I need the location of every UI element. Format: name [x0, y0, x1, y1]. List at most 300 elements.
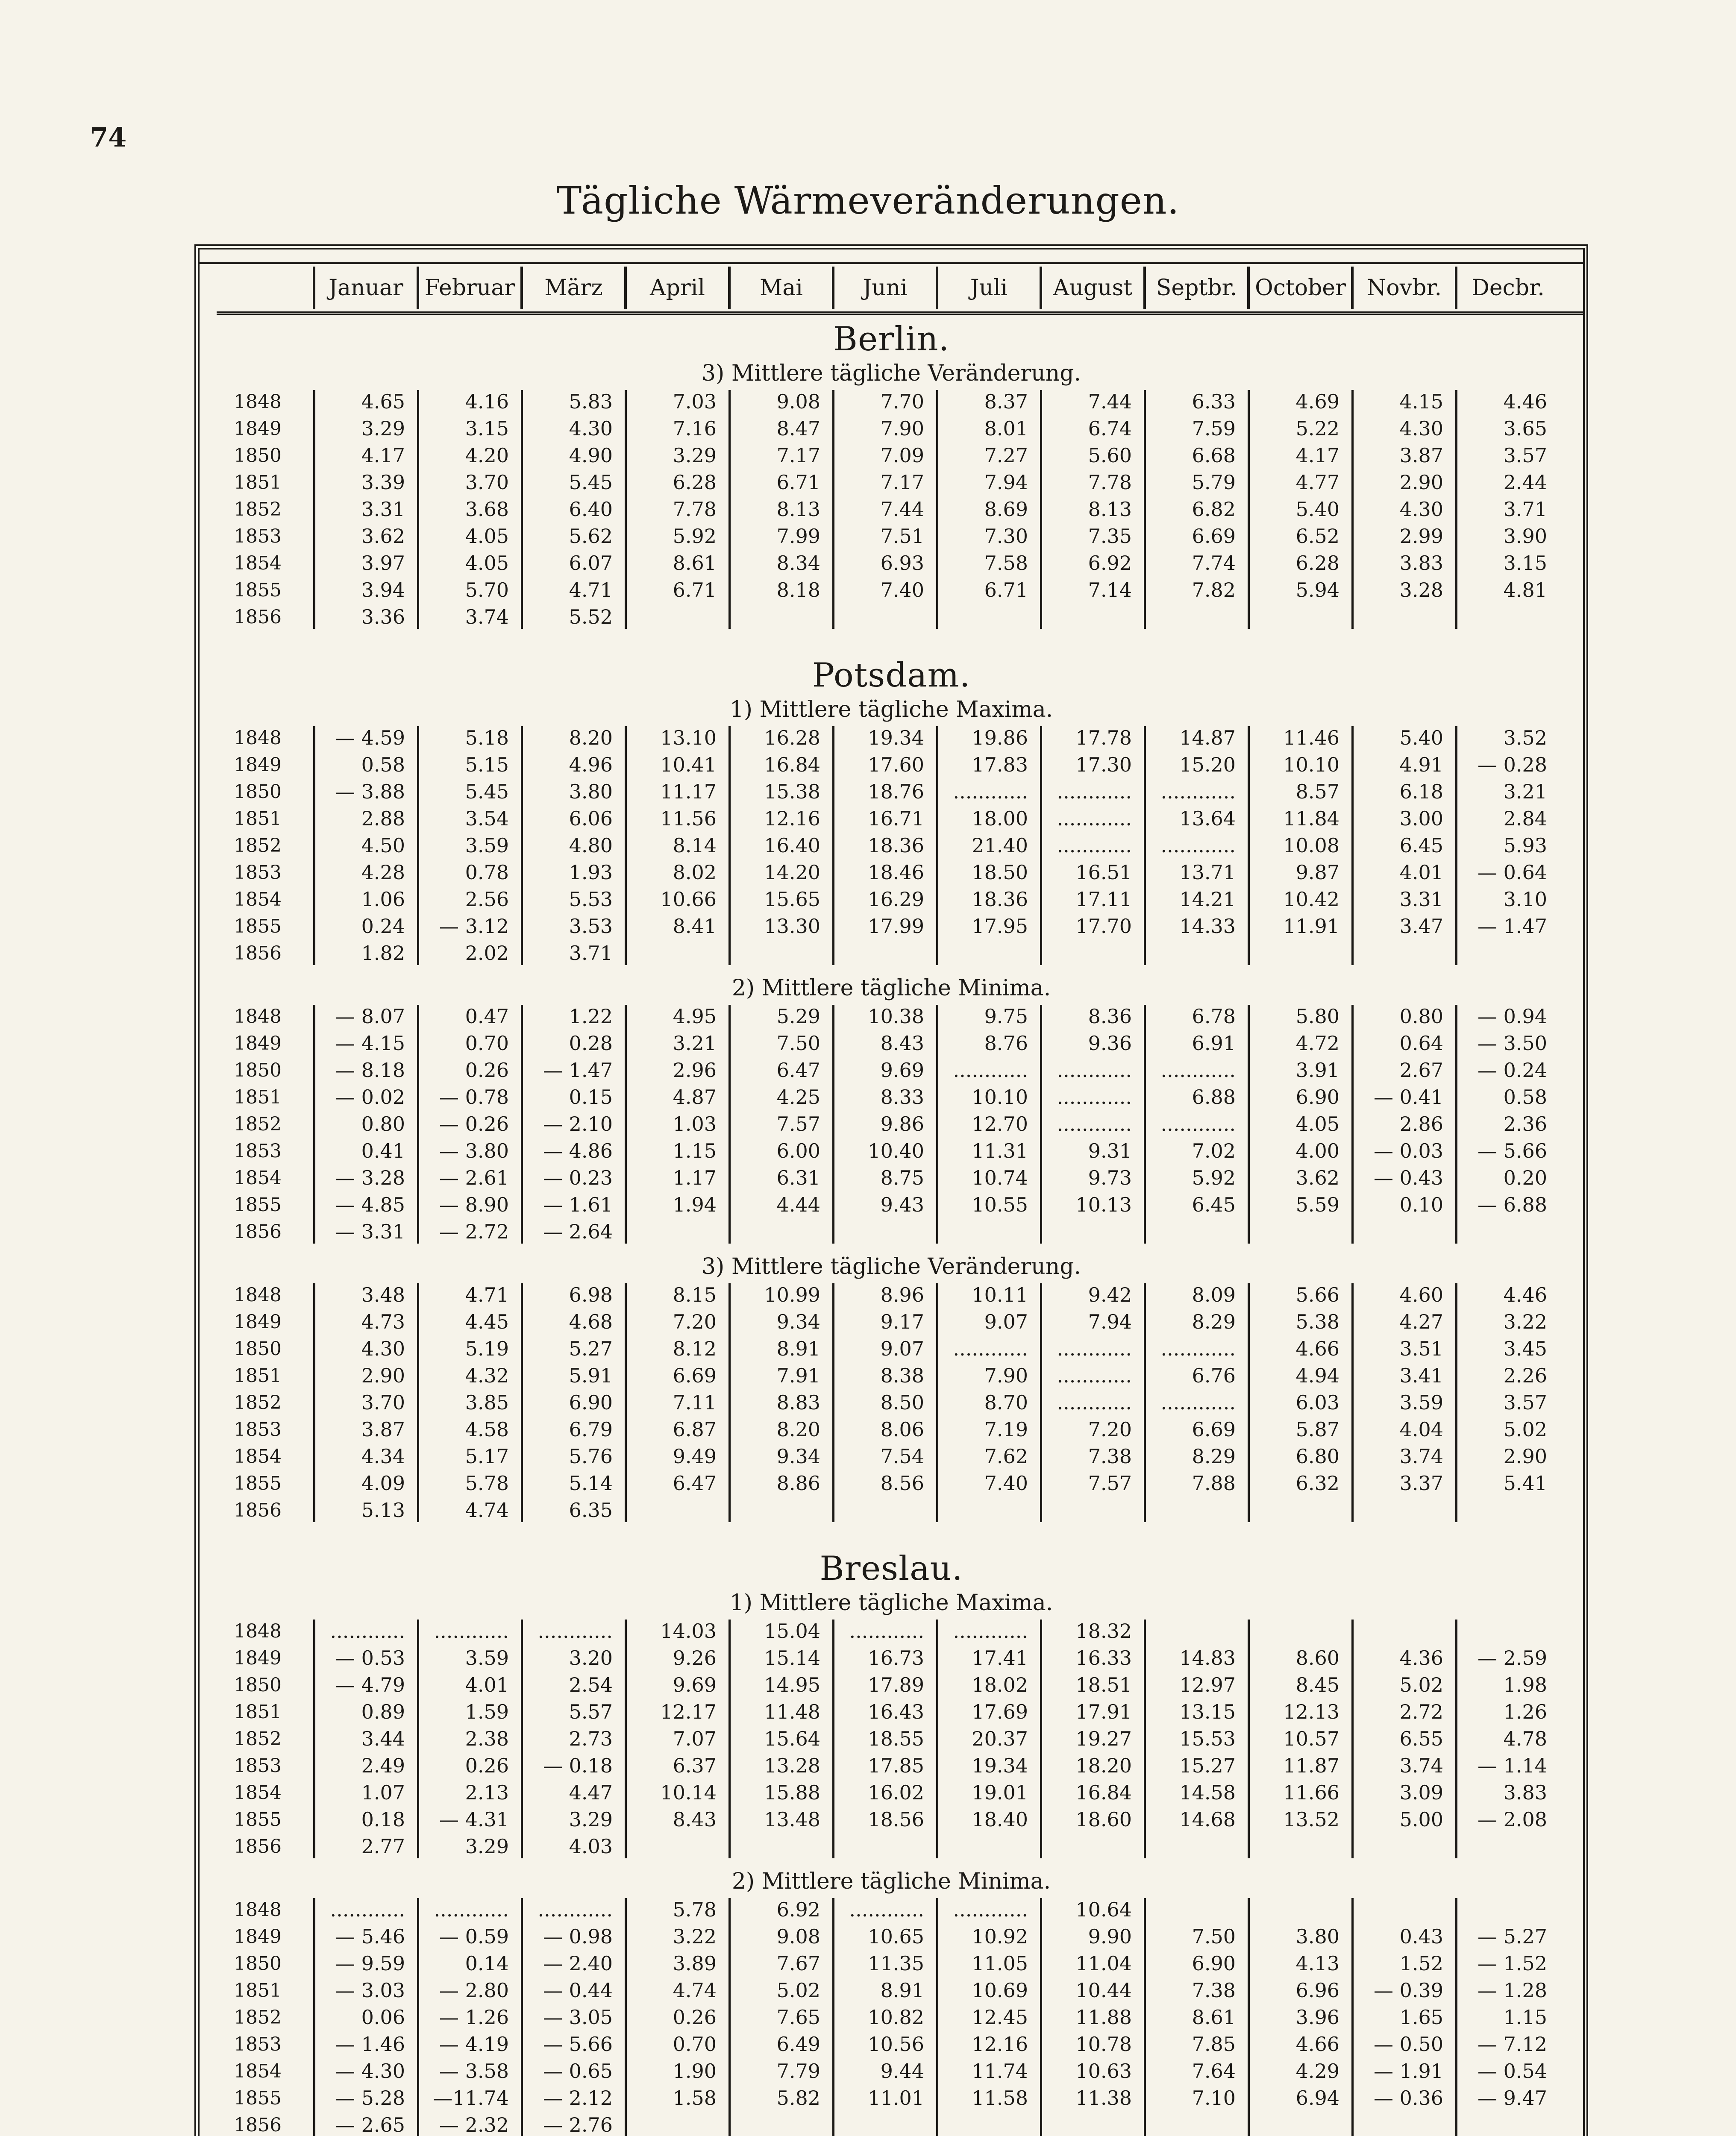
- city-heading: Berlin.: [833, 320, 950, 358]
- value-cell: 18.36: [868, 834, 924, 857]
- value-cell: 4.96: [569, 753, 613, 776]
- value-cell: 7.27: [984, 444, 1028, 467]
- value-cell: — 4.86: [543, 1139, 613, 1162]
- value-cell: ............: [538, 1620, 613, 1643]
- value-cell: 4.66: [1295, 2033, 1339, 2056]
- value-cell: 1.15: [1503, 2006, 1547, 2029]
- value-cell: 13.15: [1179, 1700, 1236, 1723]
- column-rule: [1144, 1620, 1146, 1858]
- table-row: [200, 496, 1583, 523]
- value-cell: 3.51: [1399, 1337, 1443, 1360]
- value-cell: 11.88: [1075, 2006, 1132, 2029]
- value-cell: 18.40: [972, 1808, 1028, 1831]
- value-cell: ............: [1057, 1391, 1132, 1414]
- table-row: [200, 1030, 1583, 1057]
- value-cell: 7.44: [880, 498, 924, 521]
- value-cell: 7.54: [880, 1445, 924, 1468]
- value-cell: 7.20: [673, 1310, 717, 1333]
- value-cell: 11.38: [1075, 2086, 1132, 2110]
- value-cell: 1.94: [673, 1193, 717, 1216]
- value-cell: 11.56: [660, 807, 717, 830]
- value-cell: 16.29: [868, 888, 924, 911]
- table-row: [200, 1282, 1583, 1309]
- year-label: 1855: [234, 1809, 282, 1831]
- value-cell: 0.26: [673, 2006, 717, 2029]
- value-cell: 1.15: [673, 1139, 717, 1162]
- value-cell: — 2.08: [1477, 1808, 1547, 1831]
- value-cell: ............: [1057, 1337, 1132, 1360]
- value-cell: 10.41: [660, 753, 717, 776]
- value-cell: 6.49: [776, 2033, 820, 2056]
- table-subtitle: 2) Mittlere tägliche Minima.: [731, 1869, 1051, 1894]
- value-cell: — 3.50: [1477, 1032, 1547, 1055]
- value-cell: 4.46: [1503, 390, 1547, 413]
- value-cell: 8.56: [880, 1472, 924, 1495]
- value-cell: — 0.64: [1477, 861, 1547, 884]
- value-cell: — 5.66: [1477, 1139, 1547, 1162]
- value-cell: — 0.24: [1477, 1059, 1547, 1082]
- value-cell: 7.85: [1192, 2033, 1236, 2056]
- value-cell: 12.16: [972, 2033, 1028, 2056]
- value-cell: 4.77: [1295, 471, 1339, 494]
- value-cell: 0.89: [361, 1700, 405, 1723]
- value-cell: 8.29: [1192, 1310, 1236, 1333]
- column-rule: [1144, 1283, 1146, 1522]
- value-cell: — 3.80: [439, 1139, 509, 1162]
- value-cell: — 0.36: [1373, 2086, 1443, 2110]
- value-cell: 18.56: [868, 1808, 924, 1831]
- column-rule: [936, 726, 938, 965]
- value-cell: — 0.54: [1477, 2060, 1547, 2083]
- table-row: [200, 1470, 1583, 1497]
- value-cell: ............: [330, 1898, 405, 1921]
- value-cell: 6.69: [673, 1364, 717, 1387]
- value-cell: 5.52: [569, 605, 613, 628]
- value-cell: 0.80: [1399, 1005, 1443, 1028]
- value-cell: 10.10: [1283, 753, 1339, 776]
- table-row: [200, 1672, 1583, 1699]
- value-cell: 8.13: [776, 498, 820, 521]
- table-row: [200, 523, 1583, 550]
- value-cell: 0.20: [1503, 1166, 1547, 1189]
- value-cell: ............: [330, 1620, 405, 1643]
- year-label: 1849: [234, 418, 282, 440]
- value-cell: 7.88: [1192, 1472, 1236, 1495]
- table-row: [200, 1309, 1583, 1335]
- value-cell: 6.82: [1192, 498, 1236, 521]
- column-rule: [1144, 390, 1146, 629]
- value-cell: 5.82: [776, 2086, 820, 2110]
- column-rule: [417, 726, 419, 965]
- table-row: [200, 1084, 1583, 1111]
- value-cell: 8.34: [776, 552, 820, 575]
- table-row: [200, 1645, 1583, 1672]
- value-cell: 5.00: [1399, 1808, 1443, 1831]
- value-cell: 4.15: [1399, 390, 1443, 413]
- value-cell: 3.45: [1503, 1337, 1547, 1360]
- table-subtitle: 2) Mittlere tägliche Minima.: [731, 975, 1051, 1001]
- value-cell: 4.87: [673, 1086, 717, 1109]
- value-cell: 9.73: [1088, 1166, 1132, 1189]
- value-cell: ............: [434, 1620, 509, 1643]
- value-cell: 4.46: [1503, 1283, 1547, 1306]
- value-cell: 5.14: [569, 1472, 613, 1495]
- value-cell: 12.17: [660, 1700, 717, 1723]
- table-row: [200, 1443, 1583, 1470]
- column-rule: [936, 390, 938, 629]
- value-cell: 15.88: [764, 1781, 820, 1804]
- table-subtitle: 3) Mittlere tägliche Veränderung.: [701, 1254, 1081, 1279]
- value-cell: 3.85: [465, 1391, 509, 1414]
- value-cell: 4.16: [465, 390, 509, 413]
- value-cell: 4.66: [1295, 1337, 1339, 1360]
- column-rule: [832, 1283, 834, 1522]
- value-cell: 11.46: [1283, 726, 1339, 749]
- value-cell: 7.07: [673, 1727, 717, 1750]
- table-row: [200, 2058, 1583, 2085]
- value-cell: 17.30: [1075, 753, 1132, 776]
- value-cell: 8.43: [673, 1808, 717, 1831]
- value-cell: 0.24: [361, 915, 405, 938]
- value-cell: 8.70: [984, 1391, 1028, 1414]
- value-cell: 6.90: [1295, 1086, 1339, 1109]
- value-cell: 8.57: [1295, 780, 1339, 803]
- value-cell: — 1.47: [543, 1059, 613, 1082]
- year-label: 1852: [234, 1728, 282, 1750]
- value-cell: 10.08: [1283, 834, 1339, 857]
- column-rule: [936, 1005, 938, 1244]
- column-divider: [1143, 267, 1146, 309]
- value-cell: 7.16: [673, 417, 717, 440]
- value-cell: 6.68: [1192, 444, 1236, 467]
- value-cell: 8.96: [880, 1283, 924, 1306]
- table-row: [200, 1618, 1583, 1645]
- column-rule: [521, 1620, 523, 1858]
- value-cell: 1.93: [569, 861, 613, 884]
- value-cell: 0.70: [673, 2033, 717, 2056]
- value-cell: 3.10: [1503, 888, 1547, 911]
- value-cell: 6.47: [673, 1472, 717, 1495]
- value-cell: 7.51: [880, 525, 924, 548]
- value-cell: 2.02: [465, 942, 509, 965]
- value-cell: 2.99: [1399, 525, 1443, 548]
- column-rule: [1144, 1898, 1146, 2136]
- value-cell: 6.90: [569, 1391, 613, 1414]
- column-header: März: [544, 275, 603, 301]
- year-label: 1853: [234, 862, 282, 883]
- column-rule: [313, 390, 315, 629]
- value-cell: 10.63: [1075, 2060, 1132, 2083]
- value-cell: 0.15: [569, 1086, 613, 1109]
- value-cell: 8.12: [673, 1337, 717, 1360]
- value-cell: 7.38: [1192, 1979, 1236, 2002]
- year-label: 1848: [234, 1899, 282, 1921]
- value-cell: 1.65: [1399, 2006, 1443, 2029]
- column-rule: [728, 1283, 731, 1522]
- value-cell: 6.45: [1399, 834, 1443, 857]
- value-cell: 8.15: [673, 1283, 717, 1306]
- table-row: [200, 415, 1583, 442]
- value-cell: 3.59: [465, 1646, 509, 1669]
- year-label: 1848: [234, 1006, 282, 1027]
- year-label: 1848: [234, 727, 282, 749]
- value-cell: 18.36: [972, 888, 1028, 911]
- column-divider: [624, 267, 627, 309]
- value-cell: — 0.59: [439, 1925, 509, 1948]
- column-rule: [832, 726, 834, 965]
- value-cell: 6.76: [1192, 1364, 1236, 1387]
- value-cell: 0.64: [1399, 1032, 1443, 1055]
- value-cell: — 2.65: [335, 2113, 405, 2136]
- column-rule: [832, 1005, 834, 1244]
- value-cell: 0.26: [465, 1754, 509, 1777]
- value-cell: 3.41: [1399, 1364, 1443, 1387]
- value-cell: 13.64: [1179, 807, 1236, 830]
- value-cell: 4.30: [1399, 498, 1443, 521]
- value-cell: 6.71: [984, 578, 1028, 601]
- value-cell: 6.37: [673, 1754, 717, 1777]
- value-cell: 4.25: [776, 1086, 820, 1109]
- table-row: [200, 1362, 1583, 1389]
- value-cell: 3.74: [1399, 1445, 1443, 1468]
- year-label: 1856: [234, 1836, 282, 1857]
- value-cell: 8.06: [880, 1418, 924, 1441]
- value-cell: 8.61: [673, 552, 717, 575]
- value-cell: 12.13: [1283, 1700, 1339, 1723]
- value-cell: 4.30: [361, 1337, 405, 1360]
- column-header: Decbr.: [1472, 275, 1545, 301]
- value-cell: 7.40: [880, 578, 924, 601]
- value-cell: 8.69: [984, 498, 1028, 521]
- column-rule: [1455, 1620, 1457, 1858]
- value-cell: 5.59: [1295, 1193, 1339, 1216]
- value-cell: 14.68: [1179, 1808, 1236, 1831]
- value-cell: 4.74: [465, 1499, 509, 1522]
- value-cell: 4.95: [673, 1005, 717, 1028]
- value-cell: 9.07: [984, 1310, 1028, 1333]
- year-label: 1854: [234, 1446, 282, 1467]
- value-cell: 11.05: [972, 1952, 1028, 1975]
- value-cell: 10.42: [1283, 888, 1339, 911]
- column-header: Mai: [760, 275, 803, 301]
- value-cell: 4.71: [569, 578, 613, 601]
- value-cell: 6.18: [1399, 780, 1443, 803]
- value-cell: 8.29: [1192, 1445, 1236, 1468]
- value-cell: 2.90: [361, 1364, 405, 1387]
- value-cell: 3.94: [361, 578, 405, 601]
- value-cell: 9.75: [984, 1005, 1028, 1028]
- value-cell: — 2.61: [439, 1166, 509, 1189]
- value-cell: 5.60: [1088, 444, 1132, 467]
- value-cell: 3.47: [1399, 915, 1443, 938]
- value-cell: ............: [953, 1337, 1028, 1360]
- column-rule: [625, 390, 627, 629]
- year-label: 1849: [234, 1311, 282, 1333]
- column-divider: [313, 267, 315, 309]
- table-row: [200, 1191, 1583, 1218]
- value-cell: — 3.88: [335, 780, 405, 803]
- value-cell: — 3.12: [439, 915, 509, 938]
- value-cell: 4.05: [1295, 1112, 1339, 1135]
- value-cell: 11.35: [868, 1952, 924, 1975]
- value-cell: ............: [1160, 1337, 1236, 1360]
- value-cell: 7.58: [984, 552, 1028, 575]
- value-cell: 2.13: [465, 1781, 509, 1804]
- value-cell: 15.27: [1179, 1754, 1236, 1777]
- value-cell: — 1.52: [1477, 1952, 1547, 1975]
- column-rule: [625, 1005, 627, 1244]
- value-cell: 8.36: [1088, 1005, 1132, 1028]
- value-cell: 9.26: [673, 1646, 717, 1669]
- value-cell: 6.35: [569, 1499, 613, 1522]
- value-cell: 2.54: [569, 1673, 613, 1696]
- year-label: 1852: [234, 499, 282, 520]
- value-cell: 6.07: [569, 552, 613, 575]
- column-divider: [1040, 267, 1042, 309]
- value-cell: 3.29: [673, 444, 717, 467]
- value-cell: — 2.80: [439, 1979, 509, 2002]
- table-row: [200, 805, 1583, 832]
- value-cell: 6.71: [673, 578, 717, 601]
- value-cell: 11.31: [972, 1139, 1028, 1162]
- value-cell: 2.26: [1503, 1364, 1547, 1387]
- header-top-rule: [200, 262, 1583, 264]
- column-rule: [1144, 726, 1146, 965]
- column-rule: [1040, 390, 1042, 629]
- value-cell: 16.71: [868, 807, 924, 830]
- value-cell: 15.53: [1179, 1727, 1236, 1750]
- value-cell: 18.46: [868, 861, 924, 884]
- value-cell: 3.29: [361, 417, 405, 440]
- column-rule: [728, 390, 731, 629]
- value-cell: 8.33: [880, 1086, 924, 1109]
- value-cell: 7.79: [776, 2060, 820, 2083]
- column-rule: [625, 1620, 627, 1858]
- value-cell: 3.00: [1399, 807, 1443, 830]
- value-cell: 10.64: [1075, 1898, 1132, 1921]
- column-rule: [1455, 1283, 1457, 1522]
- value-cell: 9.87: [1295, 861, 1339, 884]
- value-cell: 13.71: [1179, 861, 1236, 884]
- value-cell: 3.68: [465, 498, 509, 521]
- column-rule: [832, 1620, 834, 1858]
- value-cell: 10.92: [972, 1925, 1028, 1948]
- value-cell: 4.09: [361, 1472, 405, 1495]
- value-cell: ............: [1160, 1391, 1236, 1414]
- column-rule: [1248, 390, 1250, 629]
- value-cell: 8.86: [776, 1472, 820, 1495]
- value-cell: — 3.05: [543, 2006, 613, 2029]
- value-cell: 5.76: [569, 1445, 613, 1468]
- value-cell: 7.02: [1192, 1139, 1236, 1162]
- value-cell: 8.91: [776, 1337, 820, 1360]
- column-divider: [728, 267, 731, 309]
- value-cell: 11.17: [660, 780, 717, 803]
- value-cell: 0.43: [1399, 1925, 1443, 1948]
- value-cell: 2.49: [361, 1754, 405, 1777]
- value-cell: 10.74: [972, 1166, 1028, 1189]
- value-cell: 17.70: [1075, 915, 1132, 938]
- value-cell: — 0.41: [1373, 1086, 1443, 1109]
- column-rule: [625, 726, 627, 965]
- value-cell: 3.74: [465, 605, 509, 628]
- table-row: [200, 604, 1583, 631]
- value-cell: 8.38: [880, 1364, 924, 1387]
- value-cell: 8.02: [673, 861, 717, 884]
- value-cell: 16.84: [1075, 1781, 1132, 1804]
- value-cell: 19.01: [972, 1781, 1028, 1804]
- table-row: [200, 469, 1583, 496]
- table-row: [200, 1977, 1583, 2004]
- value-cell: 17.78: [1075, 726, 1132, 749]
- value-cell: 18.76: [868, 780, 924, 803]
- table-subtitle: 1) Mittlere tägliche Maxima.: [729, 1590, 1053, 1616]
- value-cell: 10.65: [868, 1925, 924, 1948]
- year-label: 1850: [234, 1674, 282, 1696]
- value-cell: 15.64: [764, 1727, 820, 1750]
- column-header: April: [650, 275, 705, 301]
- value-cell: 6.31: [776, 1166, 820, 1189]
- value-cell: 6.96: [1295, 1979, 1339, 2002]
- year-label: 1851: [234, 1086, 282, 1108]
- value-cell: 12.70: [972, 1112, 1028, 1135]
- value-cell: 10.56: [868, 2033, 924, 2056]
- value-cell: 16.51: [1075, 861, 1132, 884]
- column-rule: [1248, 726, 1250, 965]
- value-cell: 6.71: [776, 471, 820, 494]
- value-cell: — 5.27: [1477, 1925, 1547, 1948]
- table-row: [200, 1806, 1583, 1833]
- value-cell: 14.87: [1179, 726, 1236, 749]
- column-rule: [417, 1283, 419, 1522]
- value-cell: 18.20: [1075, 1754, 1132, 1777]
- value-cell: — 0.18: [543, 1754, 613, 1777]
- year-label: 1851: [234, 1980, 282, 2001]
- value-cell: 6.45: [1192, 1193, 1236, 1216]
- value-cell: 9.34: [776, 1445, 820, 1468]
- value-cell: 2.36: [1503, 1112, 1547, 1135]
- page-title: Tägliche Wärmeveränderungen.: [556, 179, 1180, 223]
- column-rule: [313, 726, 315, 965]
- value-cell: 6.88: [1192, 1086, 1236, 1109]
- value-cell: — 1.14: [1477, 1754, 1547, 1777]
- value-cell: 3.70: [361, 1391, 405, 1414]
- value-cell: ............: [1057, 1086, 1132, 1109]
- table-row: [200, 940, 1583, 967]
- column-rule: [1248, 1620, 1250, 1858]
- table-row: [200, 832, 1583, 859]
- value-cell: 5.02: [1503, 1418, 1547, 1441]
- value-cell: 16.28: [764, 726, 820, 749]
- column-rule: [417, 1005, 419, 1244]
- value-cell: 14.03: [660, 1620, 717, 1643]
- value-cell: 4.00: [1295, 1139, 1339, 1162]
- value-cell: 3.59: [465, 834, 509, 857]
- value-cell: 11.58: [972, 2086, 1028, 2110]
- value-cell: ............: [1057, 1059, 1132, 1082]
- column-rule: [1351, 1620, 1354, 1858]
- column-rule: [832, 1898, 834, 2136]
- value-cell: 4.90: [569, 444, 613, 467]
- value-cell: 0.28: [569, 1032, 613, 1055]
- value-cell: 16.43: [868, 1700, 924, 1723]
- value-cell: 6.32: [1295, 1472, 1339, 1495]
- value-cell: 7.65: [776, 2006, 820, 2029]
- value-cell: 3.48: [361, 1283, 405, 1306]
- value-cell: 5.38: [1295, 1310, 1339, 1333]
- value-cell: 6.28: [673, 471, 717, 494]
- value-cell: 5.22: [1295, 417, 1339, 440]
